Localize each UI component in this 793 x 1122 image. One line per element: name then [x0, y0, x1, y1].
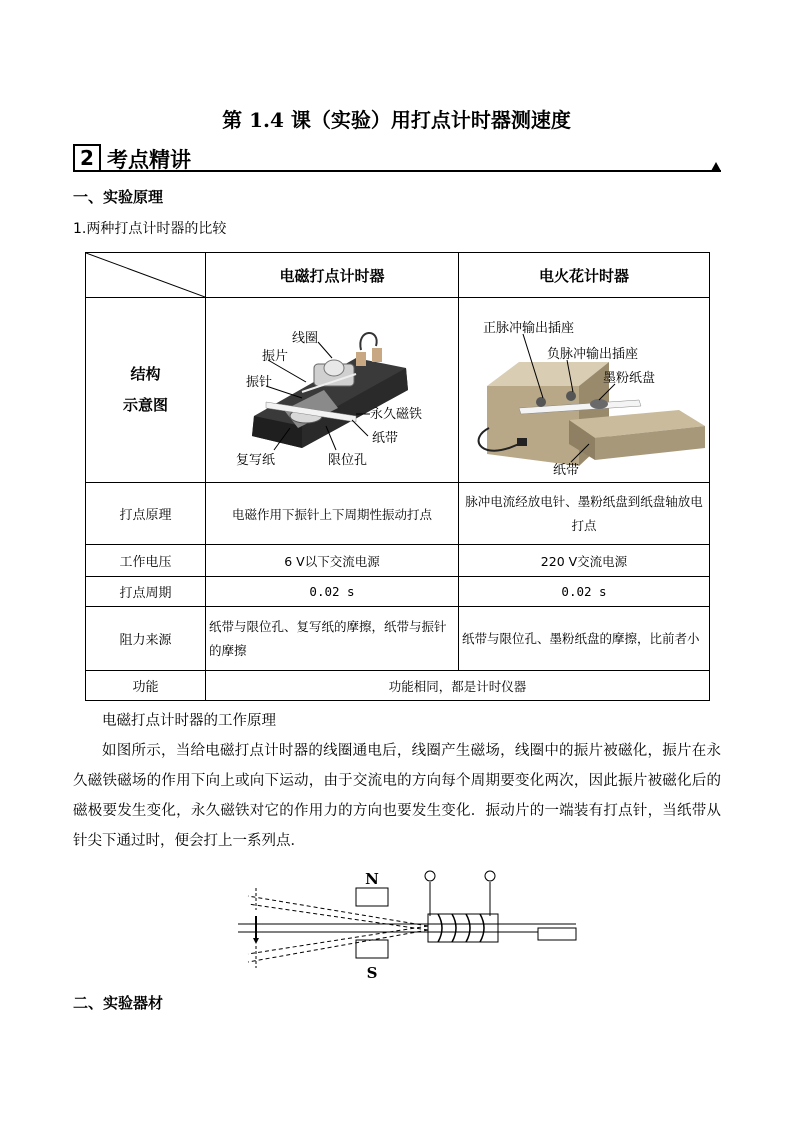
principle-title: 电磁打点计时器的工作原理	[102, 713, 276, 729]
cell-function-value: 功能相同，都是计时仪器	[206, 671, 710, 701]
label-coil: 线圈	[292, 331, 319, 346]
row-label: 打点周期	[86, 577, 206, 607]
row-label: 阻力来源	[86, 607, 206, 671]
row-label: 打点原理	[86, 483, 206, 545]
triangle-icon	[711, 162, 721, 171]
electromagnetic-timer-illustration-cell	[206, 298, 459, 483]
label-negative-socket: 负脉冲输出插座	[547, 347, 639, 362]
banner-number: 2	[73, 144, 101, 172]
cell-left: 0.02 s	[206, 577, 459, 607]
cell-right: 纸带与限位孔、墨粉纸盘的摩擦，比前者小	[459, 607, 710, 671]
label-toner-disk: 墨粉纸盘	[603, 371, 656, 386]
section-heading-equipment: 二、实验器材	[73, 994, 164, 1012]
diagonal-line	[86, 253, 205, 297]
cell-right: 220 V交流电源	[459, 545, 710, 577]
table-row	[86, 483, 710, 545]
table-row-structure	[86, 298, 710, 483]
label-south-pole: S	[366, 964, 378, 982]
cell-right: 0.02 s	[459, 577, 710, 607]
header-electromagnetic-timer: 电磁打点计时器	[206, 253, 459, 298]
principle-paragraph: 如图所示，当给电磁打点计时器的线圈通电后，线圈产生磁场，线圈中的振片被磁化，振片在永久磁铁磁场的作用下向上或向下运动，由于交流电的方向每个周期要变化两次，因此振片被磁化后的磁极要发生变化，永久磁铁对它的作用力的方向也要发生变化．振动片的一端装有打点针，当纸带从针尖下通过时，便会打上一系列点．	[73, 743, 721, 849]
table-row	[86, 607, 710, 671]
page-title: 第 1.4 课（实验）用打点计时器测速度	[222, 108, 571, 132]
spark-timer-illustration-cell	[459, 298, 710, 483]
label-permanent-magnet: 永久磁铁	[370, 407, 423, 422]
section-heading-principle: 一、实验原理	[73, 188, 164, 206]
comparison-table	[85, 252, 710, 701]
timer-principle-diagram	[238, 866, 580, 982]
label-carbon-paper: 复写纸	[236, 453, 276, 468]
row-label-structure	[86, 298, 206, 483]
spark-timer-illustration	[459, 298, 709, 482]
cell-left: 电磁作用下振针上下周期性振动打点	[206, 483, 459, 545]
table-header-row	[86, 253, 710, 298]
header-spark-timer: 电火花计时器	[459, 253, 710, 298]
label-vibrating-needle: 振针	[246, 375, 273, 390]
label-north-pole: N	[365, 870, 379, 888]
row-label-function: 功能	[86, 671, 206, 701]
subheading-comparison: 1.两种打点计时器的比较	[73, 221, 227, 237]
table-row	[86, 545, 710, 577]
electromagnetic-timer-illustration	[206, 298, 458, 482]
banner-text: 考点精讲	[107, 148, 191, 172]
cell-left: 6 V以下交流电源	[206, 545, 459, 577]
table-row	[86, 577, 710, 607]
section-banner	[73, 142, 721, 174]
cell-left: 纸带与限位孔、复写纸的摩擦，纸带与振针的摩擦	[206, 607, 459, 671]
label-paper-tape: 纸带	[372, 431, 399, 446]
table-row-function	[86, 671, 710, 701]
banner-rule	[73, 170, 721, 172]
row-label: 工作电压	[86, 545, 206, 577]
diagonal-corner-cell	[86, 253, 206, 298]
label-limit-hole: 限位孔	[328, 453, 368, 468]
row-label-structure-line1: 结构	[130, 365, 161, 383]
label-positive-socket: 正脉冲输出插座	[483, 321, 575, 336]
row-label-structure-line2: 示意图	[122, 396, 168, 414]
cell-right: 脉冲电流经放电针、墨粉纸盘到纸盘轴放电打点	[459, 483, 710, 545]
label-paper-tape-right: 纸带	[553, 463, 580, 478]
label-vibrating-plate: 振片	[262, 349, 289, 364]
